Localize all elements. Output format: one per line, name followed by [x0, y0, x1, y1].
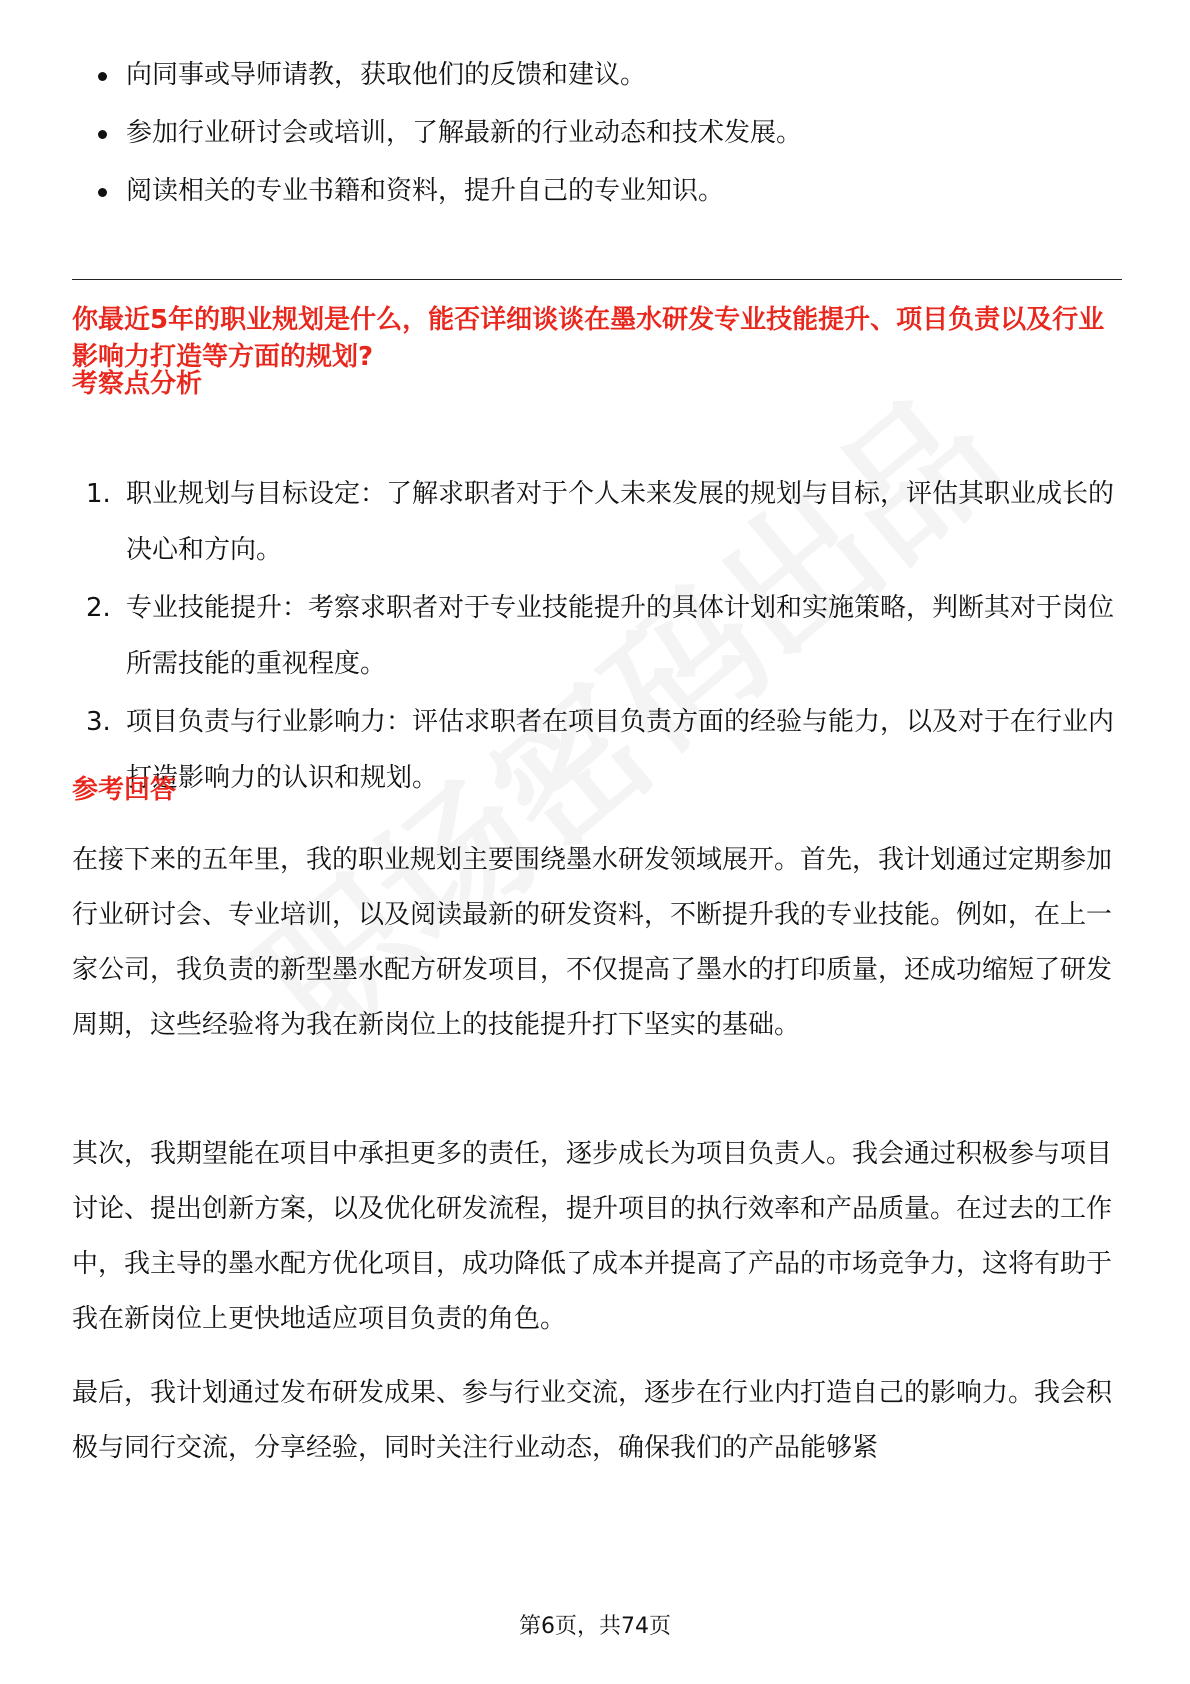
- bullet-dot-icon: [98, 72, 107, 81]
- list-item-number: 3.: [86, 707, 111, 737]
- section-divider: [72, 279, 1122, 280]
- list-item: [92, 56, 1112, 114]
- list-item-text: 向同事或导师请教，获取他们的反馈和建议。: [126, 60, 647, 90]
- tips-bullet-list: [92, 56, 1112, 230]
- answer-paragraph: 在接下来的五年里，我的职业规划主要围绕墨水研发领域展开。首先，我计划通过定期参加行业研讨会、专业培训，以及阅读最新的研发资料，不断提升我的专业技能。例如，在上一家公司，我负责的新型墨水配方研发项目，不仅提高了墨水的打印质量，还成功缩短了研发周期，这些经验将为我在新岗位上的技能提升打下坚实的基础。: [72, 845, 1113, 1040]
- answer-title: 参考回答: [72, 775, 177, 805]
- analysis-title: 考察点分析: [72, 369, 203, 399]
- list-item-number: 1.: [86, 479, 111, 509]
- list-item-text: 阅读相关的专业书籍和资料，提升自己的专业知识。: [126, 176, 725, 206]
- answer-paragraph: 其次，我期望能在项目中承担更多的责任，逐步成长为项目负责人。我会通过积极参与项目讨论、提出创新方案，以及优化研发流程，提升项目的执行效率和产品质量。在过去的工作中，我主导的墨水配方优化项目，成功降低了成本并提高了产品的市场竞争力，这将有助于我在新岗位上更快地适应项目负责的角色。: [72, 1139, 1113, 1334]
- analysis-list: [72, 466, 1122, 808]
- list-item-text: 项目负责与行业影响力：评估求职者在项目负责方面的经验与能力，以及对于在行业内打造影响力的认识和规划。: [126, 707, 1115, 793]
- list-item: [72, 580, 1122, 692]
- answer-paragraph: 最后，我计划通过发布研发成果、参与行业交流，逐步在行业内打造自己的影响力。我会积极与同行交流，分享经验，同时关注行业动态，确保我们的产品能够紧: [72, 1378, 1113, 1463]
- list-item-text: 专业技能提升：考察求职者对于专业技能提升的具体计划和实施策略，判断其对于岗位所需技能的重视程度。: [126, 593, 1115, 679]
- list-item: [72, 694, 1122, 806]
- list-item: [92, 114, 1112, 172]
- list-item: [92, 172, 1112, 230]
- bullet-dot-icon: [98, 130, 107, 139]
- page-number: 第6页，共74页: [519, 1614, 671, 1639]
- list-item: [72, 466, 1122, 578]
- list-item-number: 2.: [86, 593, 111, 623]
- list-item-text: 职业规划与目标设定：了解求职者对于个人未来发展的规划与目标，评估其职业成长的决心和方向。: [126, 479, 1115, 565]
- list-item-text: 参加行业研讨会或培训，了解最新的行业动态和技术发展。: [126, 118, 803, 148]
- bullet-dot-icon: [98, 188, 107, 197]
- question-heading: 你最近5年的职业规划是什么，能否详细谈谈在墨水研发专业技能提升、项目负责以及行业影响力打造等方面的规划?: [72, 305, 1105, 372]
